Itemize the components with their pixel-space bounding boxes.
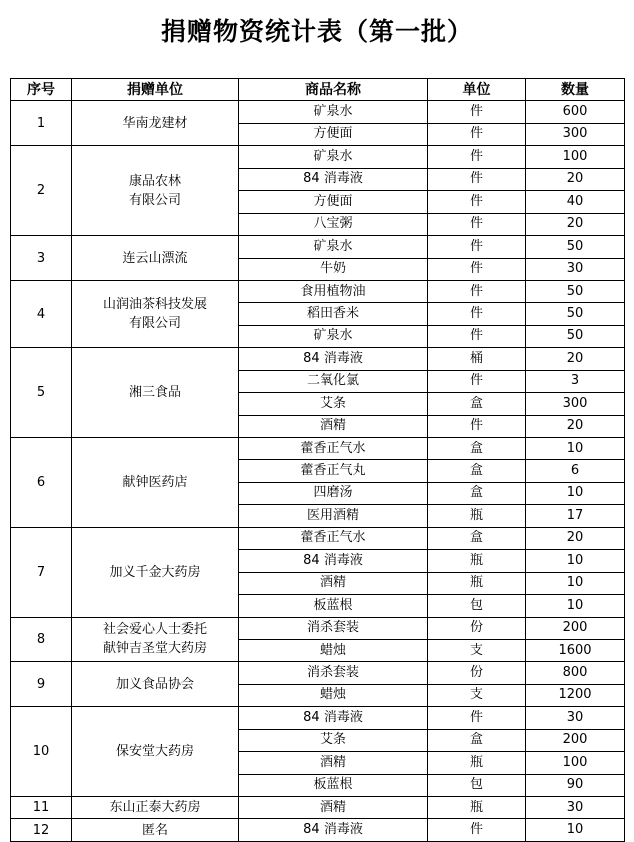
item-name: 矿泉水 — [239, 101, 428, 123]
item-quantity: 300 — [526, 393, 625, 415]
item-quantity: 10 — [526, 572, 625, 594]
donor-name: 东山正泰大药房 — [72, 797, 239, 819]
item-name: 板蓝根 — [239, 774, 428, 796]
item-unit: 件 — [428, 370, 526, 392]
item-quantity: 50 — [526, 325, 625, 347]
item-name: 四磨汤 — [239, 482, 428, 504]
header-donor: 捐赠单位 — [72, 79, 239, 101]
item-name: 方便面 — [239, 123, 428, 145]
row-index: 3 — [11, 236, 72, 281]
item-quantity: 200 — [526, 729, 625, 751]
table-row — [11, 101, 625, 123]
item-name: 消杀套装 — [239, 617, 428, 639]
item-quantity: 10 — [526, 819, 625, 841]
row-index: 8 — [11, 617, 72, 662]
item-unit: 瓶 — [428, 550, 526, 572]
table-row — [11, 146, 625, 168]
item-quantity: 3 — [526, 370, 625, 392]
item-unit: 件 — [428, 101, 526, 123]
donor-name: 社会爱心人士委托 献钟吉圣堂大药房 — [72, 617, 239, 662]
item-quantity: 30 — [526, 797, 625, 819]
item-name: 藿香正气水 — [239, 438, 428, 460]
item-name: 矿泉水 — [239, 146, 428, 168]
item-unit: 份 — [428, 617, 526, 639]
item-name: 方便面 — [239, 191, 428, 213]
header-row — [11, 79, 625, 101]
item-quantity: 20 — [526, 213, 625, 235]
item-unit: 瓶 — [428, 797, 526, 819]
item-name: 84 消毒液 — [239, 707, 428, 729]
donor-name: 保安堂大药房 — [72, 707, 239, 797]
item-name: 艾条 — [239, 729, 428, 751]
donor-name: 湘三食品 — [72, 348, 239, 438]
item-quantity: 17 — [526, 505, 625, 527]
row-index: 1 — [11, 101, 72, 146]
item-unit: 件 — [428, 168, 526, 190]
item-quantity: 10 — [526, 482, 625, 504]
item-name: 84 消毒液 — [239, 819, 428, 841]
table-row — [11, 819, 625, 841]
table-row — [11, 236, 625, 258]
item-name: 藿香正气水 — [239, 527, 428, 549]
donor-name: 加义千金大药房 — [72, 527, 239, 617]
donor-name: 康品农林 有限公司 — [72, 146, 239, 236]
item-unit: 桶 — [428, 348, 526, 370]
item-quantity: 10 — [526, 438, 625, 460]
item-unit: 件 — [428, 191, 526, 213]
header-index: 序号 — [11, 79, 72, 101]
item-quantity: 20 — [526, 348, 625, 370]
item-unit: 件 — [428, 146, 526, 168]
header-quantity: 数量 — [526, 79, 625, 101]
donor-name: 华南龙建材 — [72, 101, 239, 146]
item-name: 84 消毒液 — [239, 348, 428, 370]
item-unit: 瓶 — [428, 505, 526, 527]
item-name: 板蓝根 — [239, 595, 428, 617]
item-quantity: 20 — [526, 527, 625, 549]
table-row — [11, 797, 625, 819]
item-name: 84 消毒液 — [239, 168, 428, 190]
table-body — [11, 101, 625, 841]
item-quantity: 1600 — [526, 639, 625, 661]
item-unit: 盒 — [428, 729, 526, 751]
item-quantity: 600 — [526, 101, 625, 123]
item-name: 消杀套装 — [239, 662, 428, 684]
item-quantity: 30 — [526, 707, 625, 729]
item-quantity: 1200 — [526, 684, 625, 706]
item-unit: 瓶 — [428, 572, 526, 594]
row-index: 4 — [11, 280, 72, 347]
item-name: 酒精 — [239, 797, 428, 819]
item-quantity: 10 — [526, 550, 625, 572]
item-name: 矿泉水 — [239, 325, 428, 347]
item-name: 蜡烛 — [239, 639, 428, 661]
item-name: 矿泉水 — [239, 236, 428, 258]
item-unit: 支 — [428, 639, 526, 661]
row-index: 7 — [11, 527, 72, 617]
donor-name: 连云山漂流 — [72, 236, 239, 281]
donor-name: 山润油茶科技发展 有限公司 — [72, 280, 239, 347]
item-name: 稻田香米 — [239, 303, 428, 325]
item-unit: 盒 — [428, 527, 526, 549]
table-row — [11, 707, 625, 729]
table-row — [11, 438, 625, 460]
item-quantity: 6 — [526, 460, 625, 482]
item-quantity: 10 — [526, 595, 625, 617]
row-index: 9 — [11, 662, 72, 707]
item-unit: 包 — [428, 774, 526, 796]
item-name: 牛奶 — [239, 258, 428, 280]
item-unit: 件 — [428, 280, 526, 302]
item-unit: 件 — [428, 707, 526, 729]
item-quantity: 100 — [526, 752, 625, 774]
donor-name: 献钟医药店 — [72, 438, 239, 528]
item-unit: 件 — [428, 325, 526, 347]
item-unit: 包 — [428, 595, 526, 617]
item-unit: 件 — [428, 819, 526, 841]
donor-name: 匿名 — [72, 819, 239, 841]
row-index: 2 — [11, 146, 72, 236]
donor-name: 加义食品协会 — [72, 662, 239, 707]
item-quantity: 50 — [526, 303, 625, 325]
item-quantity: 20 — [526, 168, 625, 190]
item-unit: 件 — [428, 213, 526, 235]
item-name: 84 消毒液 — [239, 550, 428, 572]
row-index: 5 — [11, 348, 72, 438]
item-name: 艾条 — [239, 393, 428, 415]
item-name: 食用植物油 — [239, 280, 428, 302]
item-quantity: 30 — [526, 258, 625, 280]
item-quantity: 50 — [526, 280, 625, 302]
item-unit: 盒 — [428, 393, 526, 415]
item-unit: 件 — [428, 123, 526, 145]
item-name: 二氧化氯 — [239, 370, 428, 392]
row-index: 10 — [11, 707, 72, 797]
item-quantity: 100 — [526, 146, 625, 168]
item-name: 酒精 — [239, 572, 428, 594]
table-row — [11, 348, 625, 370]
item-unit: 支 — [428, 684, 526, 706]
item-quantity: 40 — [526, 191, 625, 213]
item-quantity: 800 — [526, 662, 625, 684]
item-unit: 件 — [428, 415, 526, 437]
table-row — [11, 662, 625, 684]
item-unit: 件 — [428, 303, 526, 325]
donation-table — [10, 78, 625, 842]
row-index: 6 — [11, 438, 72, 528]
header-item-name: 商品名称 — [239, 79, 428, 101]
item-unit: 盒 — [428, 438, 526, 460]
item-quantity: 20 — [526, 415, 625, 437]
item-unit: 件 — [428, 258, 526, 280]
item-unit: 件 — [428, 236, 526, 258]
item-quantity: 90 — [526, 774, 625, 796]
item-quantity: 200 — [526, 617, 625, 639]
item-unit: 盒 — [428, 482, 526, 504]
item-quantity: 50 — [526, 236, 625, 258]
row-index: 11 — [11, 797, 72, 819]
row-index: 12 — [11, 819, 72, 841]
table-row — [11, 280, 625, 302]
header-unit: 单位 — [428, 79, 526, 101]
table-row — [11, 527, 625, 549]
page-title: 捐赠物资统计表（第一批） — [160, 17, 473, 46]
item-unit: 盒 — [428, 460, 526, 482]
item-quantity: 300 — [526, 123, 625, 145]
item-name: 蜡烛 — [239, 684, 428, 706]
item-name: 八宝粥 — [239, 213, 428, 235]
item-name: 医用酒精 — [239, 505, 428, 527]
item-name: 藿香正气丸 — [239, 460, 428, 482]
table-row — [11, 617, 625, 639]
item-name: 酒精 — [239, 752, 428, 774]
item-unit: 瓶 — [428, 752, 526, 774]
item-name: 酒精 — [239, 415, 428, 437]
item-unit: 份 — [428, 662, 526, 684]
